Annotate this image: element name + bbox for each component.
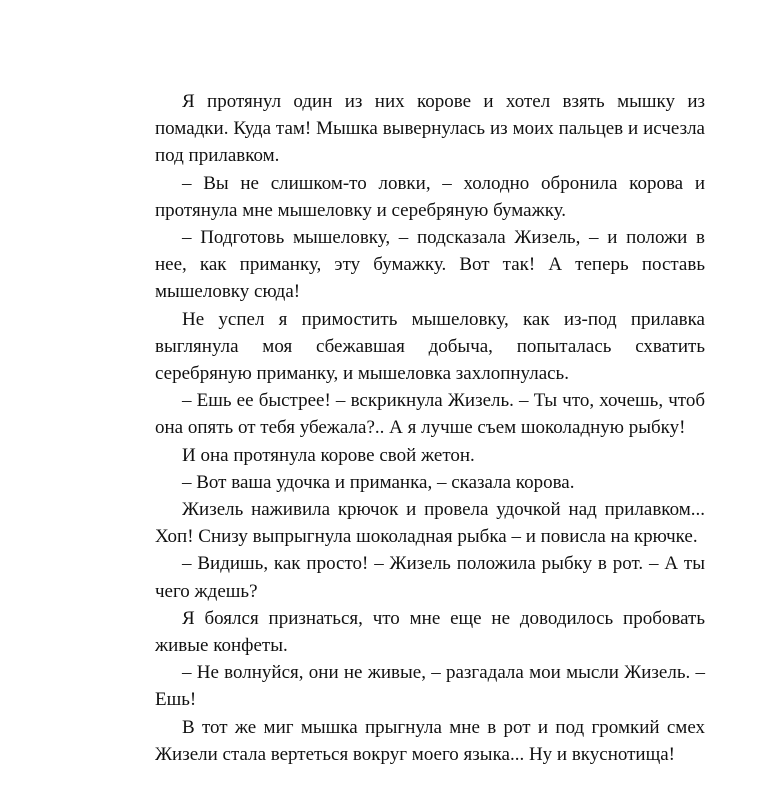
paragraph-6: И она протянула корове свой жетон. xyxy=(182,444,475,466)
paragraph-4: Не успел я примостить мышеловку, как из-под прилавка выглянула моя сбежавшая добыча, попыталась схватить серебряную приманку, и мышеловка захлопнулась. xyxy=(155,308,705,385)
paragraph-7: – Вот ваша удочка и приманка, – сказала корова. xyxy=(182,471,575,493)
paragraph-11: – Не волнуйся, они не живые, – разгадала мои мысли Жизель. – Ешь! xyxy=(155,662,705,711)
paragraph-5: – Ешь ее быстрее! – вскрикнула Жизель. – Ты что, хочешь, чтоб она опять от тебя убежала?.. А я лучше съем шоколадную рыбку! xyxy=(155,390,705,439)
paragraph-8: Жизель наживила крючок и провела удочкой над прилавком... Хоп! Снизу выпрыгнула шоколадная рыбка – и повисла на крючке. xyxy=(155,499,705,548)
paragraph-10: Я боялся признаться, что мне еще не доводилось пробовать живые конфеты. xyxy=(155,607,705,657)
paragraph-12: В тот же миг мышка прыгнула мне в рот и под громкий смех Жизели стала вертеться вокруг моего языка... Ну и вкуснотища! xyxy=(155,716,705,765)
paragraph-9: – Видишь, как просто! – Жизель положила рыбку в рот. – А ты чего ждешь? xyxy=(155,553,705,602)
paragraph-2: – Вы не слишком-то ловки, – холодно обронила корова и протянула мне мышеловку и серебряную бумажку. xyxy=(155,172,705,221)
book-page-text xyxy=(155,88,705,768)
paragraph-3: – Подготовь мышеловку, – подсказала Жизель, – и положи в нее, как приманку, эту бумажку. Вот так! А теперь поставь мышеловку сюда! xyxy=(155,227,705,303)
paragraph-1: Я протянул один из них корове и хотел взять мышку из помадки. Куда там! Мышка вывернулась из моих пальцев и исчезла под прилавком. xyxy=(155,91,705,167)
